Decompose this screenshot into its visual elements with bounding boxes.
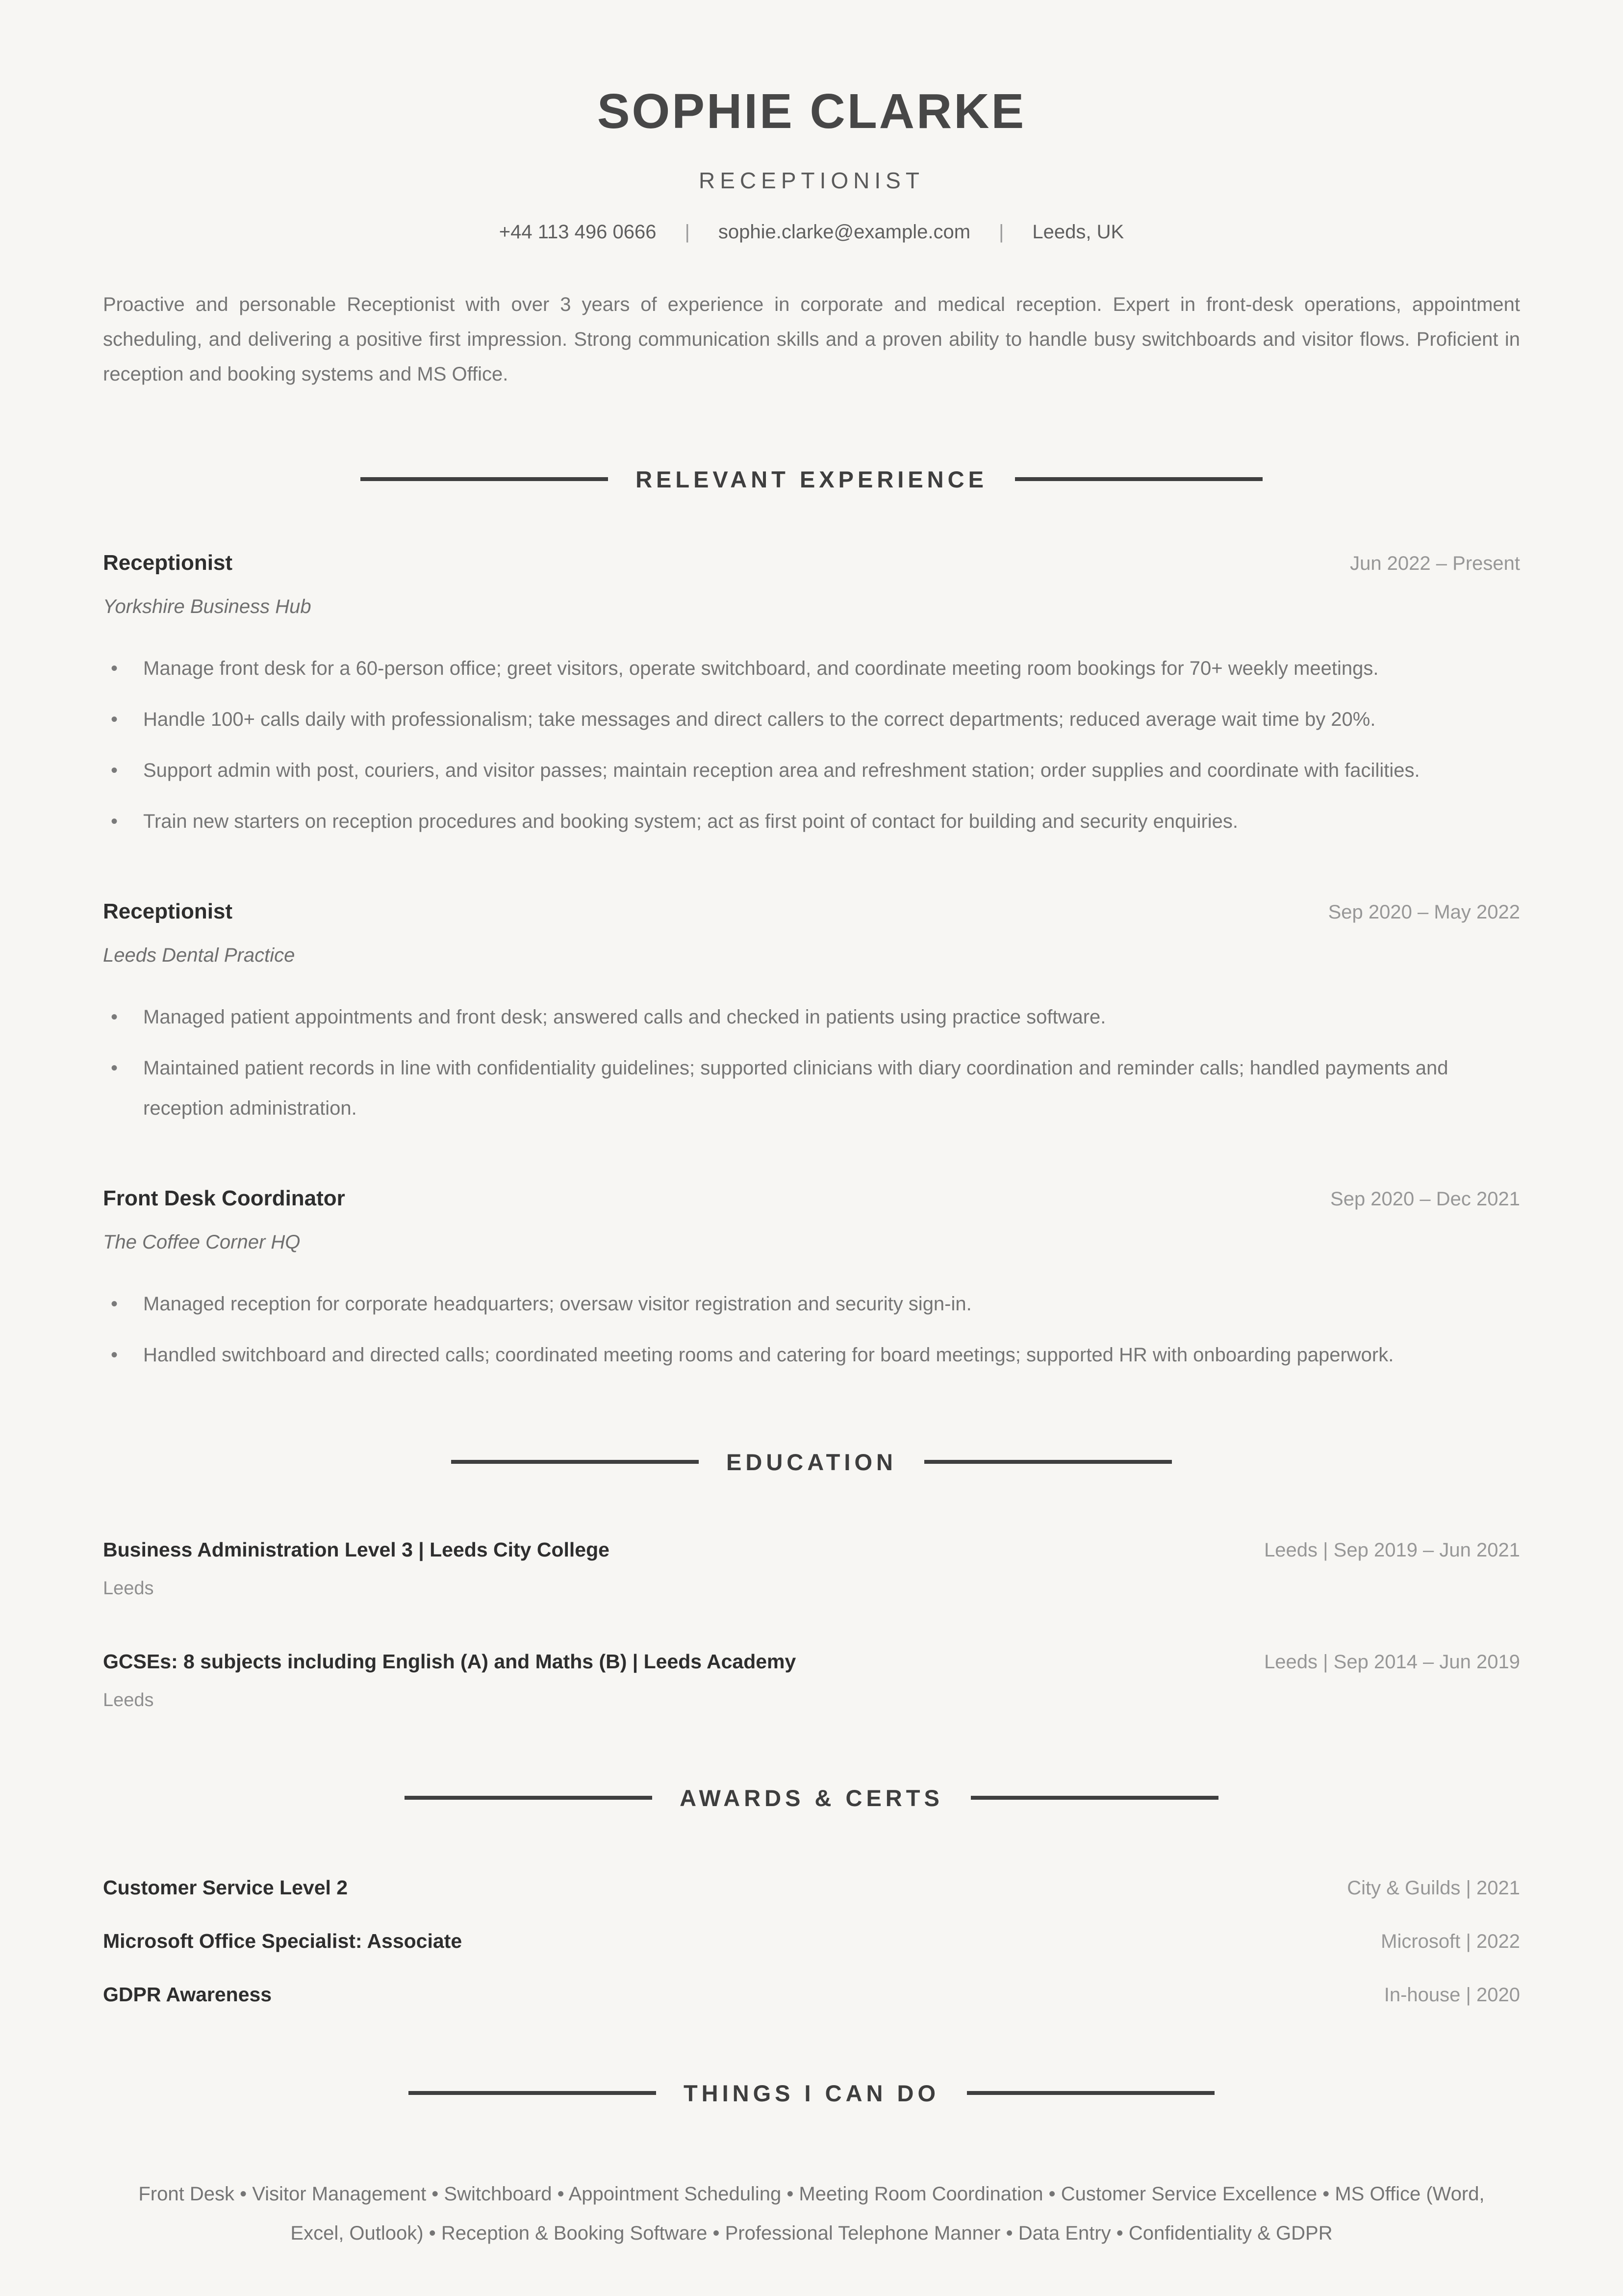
heading-rule-left (451, 1460, 699, 1464)
section-skills (103, 2080, 1520, 2253)
contact-email: sophie.clarke@example.com (718, 221, 971, 243)
job-bullet: • Managed patient appointments and front desk; answered calls and checked in patients using practice software. (103, 997, 1520, 1037)
contact-row (103, 221, 1520, 243)
section-heading-skills (103, 2080, 1520, 2107)
job-role: Front Desk Coordinator (103, 1186, 345, 1210)
summary-paragraph: Proactive and personable Receptionist with over 3 years of experience in corporate and medical reception. Expert in front-desk operations, appointment scheduling, and delivering a positive first impression. Strong communication skills and a proven ability to handle busy switchboards and visitor flows. Proficient in reception and booking systems and MS Office. (103, 294, 1520, 385)
job-company: Leeds Dental Practice (103, 944, 295, 966)
job-bullet: • Train new starters on reception procedures and booking system; act as first point of contact for building and security enquiries. (103, 801, 1520, 842)
heading-rule-right (967, 2091, 1215, 2095)
job-entry (103, 551, 1520, 842)
award-meta: City & Guilds | 2021 (1347, 1877, 1520, 1899)
job-bullet: • Manage front desk for a 60-person office; greet visitors, operate switchboard, and coordinate meeting room bookings for 70+ weekly meetings. (103, 648, 1520, 689)
job-role: Receptionist (103, 899, 233, 923)
heading-rule-right (924, 1460, 1172, 1464)
award-entry (103, 1876, 1520, 1899)
education-entry (103, 1538, 1520, 1599)
job-entry (103, 899, 1520, 1128)
job-dates: Sep 2020 – Dec 2021 (1330, 1188, 1520, 1210)
education-location: Leeds (103, 1578, 154, 1599)
section-title-experience: RELEVANT EXPERIENCE (635, 466, 988, 492)
person-name: SOPHIE CLARKE (597, 84, 1026, 139)
job-bullet-list (103, 1284, 1520, 1375)
award-meta: In-house | 2020 (1384, 1984, 1520, 2006)
section-awards (103, 1785, 1520, 2006)
job-bullet: • Handle 100+ calls daily with professionalism; take messages and direct callers to the correct departments; reduced average wait time by 20%. (103, 699, 1520, 740)
contact-phone: +44 113 496 0666 (499, 221, 657, 243)
job-bullet-list (103, 648, 1520, 842)
contact-separator: | (999, 221, 1004, 243)
job-bullet: • Support admin with post, couriers, and visitor passes; maintain reception area and refreshment station; order supplies and coordinate with facilities. (103, 750, 1520, 791)
award-entry (103, 1930, 1520, 1953)
education-location: Leeds (103, 1689, 154, 1710)
job-bullet: • Managed reception for corporate headquarters; oversaw visitor registration and security sign-in. (103, 1284, 1520, 1324)
heading-rule-left (408, 2091, 656, 2095)
section-title-education: EDUCATION (726, 1449, 897, 1475)
award-meta: Microsoft | 2022 (1381, 1930, 1520, 1952)
awards-list (103, 1876, 1520, 2006)
section-heading-awards (103, 1785, 1520, 1811)
job-header-row (103, 1186, 1520, 1211)
section-title-skills: THINGS I CAN DO (683, 2080, 940, 2106)
award-name: Customer Service Level 2 (103, 1876, 348, 1899)
contact-separator: | (685, 221, 690, 243)
education-degree: GCSEs: 8 subjects including English (A) and Maths (B) | Leeds Academy (103, 1650, 796, 1673)
education-entry (103, 1650, 1520, 1711)
resume-header (103, 83, 1520, 243)
section-heading-education (103, 1449, 1520, 1476)
person-job-title: RECEPTIONIST (699, 168, 924, 193)
job-header-row (103, 551, 1520, 575)
job-company: The Coffee Corner HQ (103, 1231, 301, 1253)
section-title-awards: AWARDS & CERTS (680, 1785, 943, 1811)
job-bullet: • Maintained patient records in line with confidentiality guidelines; supported clinicians with diary coordination and reminder calls; handled payments and reception administration. (103, 1048, 1520, 1128)
education-list (103, 1538, 1520, 1711)
job-entry (103, 1186, 1520, 1375)
award-entry (103, 1983, 1520, 2006)
job-dates: Sep 2020 – May 2022 (1328, 901, 1520, 923)
heading-rule-right (971, 1796, 1218, 1800)
section-experience (103, 466, 1520, 1375)
award-name: GDPR Awareness (103, 1983, 272, 2006)
experience-list (103, 551, 1520, 1375)
job-role: Receptionist (103, 550, 233, 575)
job-company: Yorkshire Business Hub (103, 595, 311, 617)
education-header-row (103, 1538, 1520, 1561)
education-header-row (103, 1650, 1520, 1673)
education-degree: Business Administration Level 3 | Leeds City College (103, 1538, 609, 1561)
job-bullet-list (103, 997, 1520, 1128)
heading-rule-left (360, 477, 608, 481)
job-dates: Jun 2022 – Present (1350, 552, 1520, 574)
skills-inline-list: Front Desk • Visitor Management • Switchboard • Appointment Scheduling • Meeting Room Coordination • Customer Service Excellence • MS Office (Word, Excel, Outlook) • Reception & Booking Software • Professional Telephone Manner • Data Entry • Confidentiality & GDPR (138, 2183, 1485, 2244)
education-meta: Leeds | Sep 2014 – Jun 2019 (1264, 1651, 1520, 1673)
job-header-row (103, 899, 1520, 924)
contact-location: Leeds, UK (1032, 221, 1124, 243)
heading-rule-right (1015, 477, 1263, 481)
job-bullet: • Handled switchboard and directed calls; coordinated meeting rooms and catering for board meetings; supported HR with onboarding paperwork. (103, 1335, 1520, 1375)
education-meta: Leeds | Sep 2019 – Jun 2021 (1264, 1539, 1520, 1561)
section-heading-experience (103, 466, 1520, 493)
heading-rule-left (405, 1796, 652, 1800)
section-education (103, 1449, 1520, 1711)
award-name: Microsoft Office Specialist: Associate (103, 1929, 462, 1952)
